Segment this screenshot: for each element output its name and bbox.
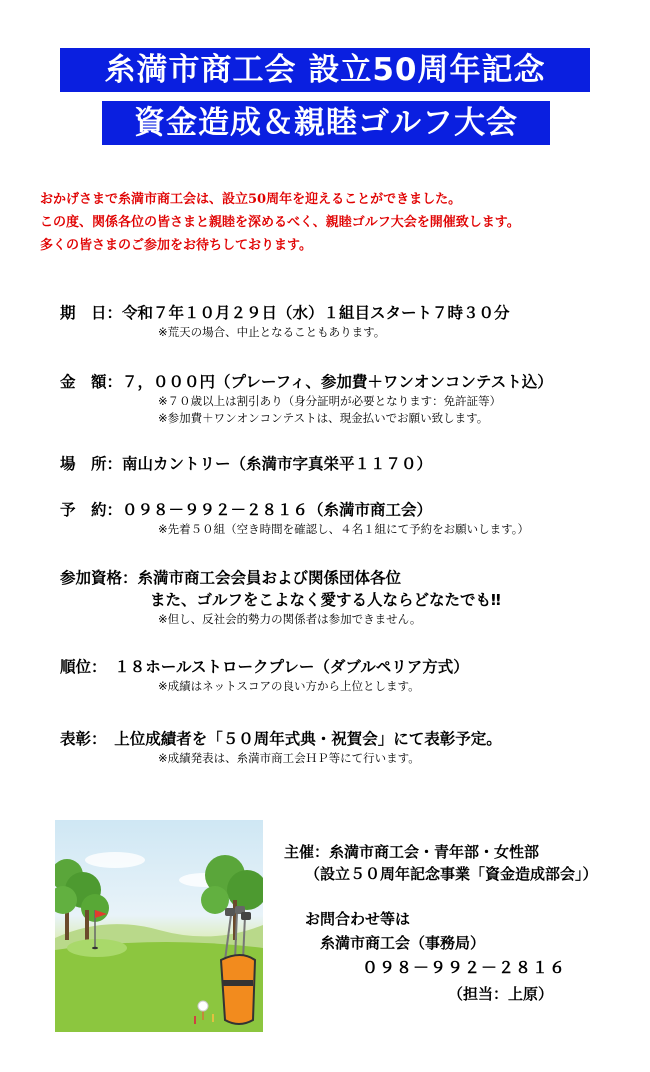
- detail-eligibility: [60, 567, 501, 628]
- golf-course-illustration: [55, 820, 263, 1032]
- golf-illustration-svg: [55, 820, 263, 1032]
- fee-note-2: ※参加費＋ワンオンコンテストは、現金払いでお願い致します。: [158, 411, 489, 425]
- intro-line: 多くの皆さまのご参加をお待ちしております。: [40, 238, 312, 253]
- ranking-line: 順位： １８ホールストロークプレー（ダブルペリア方式）: [60, 658, 469, 676]
- eligibility-line-1: 参加資格：糸満市商工会会員および関係団体各位: [60, 569, 402, 587]
- office-name: 糸満市商工会（事務局）: [320, 934, 486, 952]
- intro-line: おかげさまで糸満市商工会は、設立50周年を迎えることができました。: [40, 192, 462, 207]
- detail-award: [60, 728, 502, 767]
- date-note: ※荒天の場合、中止となることもあります。: [158, 325, 386, 339]
- organizer-host: 主催：糸満市商工会・青年部・女性部: [284, 843, 540, 861]
- detail-booking: [60, 499, 529, 538]
- booking-line: 予 約：０９８－９９２－２８１６（糸満市商工会）: [60, 501, 433, 519]
- organizer-project: （設立５０周年記念事業「資金造成部会」）: [305, 865, 598, 883]
- inquiry-label: お問合わせ等は: [305, 910, 411, 928]
- title-line-2: 資金造成＆親睦ゴルフ大会: [102, 101, 550, 145]
- ranking-note: ※成績はネットスコアの良い方から上位とします。: [158, 679, 420, 693]
- eligibility-line-2: また、ゴルフをこよなく愛する人ならどなたでも‼: [150, 591, 501, 609]
- detail-ranking: [60, 656, 469, 695]
- detail-date: [60, 302, 510, 341]
- fee-note-1: ※７０歳以上は割引あり（身分証明が必要となります：免許証等）: [158, 394, 502, 408]
- detail-venue: [60, 453, 432, 475]
- trees-right-icon: [201, 855, 263, 940]
- contact-person: （担当：上原）: [448, 985, 554, 1003]
- fee-line: 金 額：７，０００円（プレーフィ、参加費＋ワンオンコンテスト込）: [60, 373, 553, 391]
- detail-fee: [60, 371, 553, 427]
- booking-note: ※先着５０組（空き時間を確認し、４名１組にて予約をお願いします。）: [158, 522, 529, 536]
- award-line: 表彰： 上位成績者を「５０周年式典・祝賀会」にて表彰予定。: [60, 730, 502, 748]
- venue-line: 場 所：南山カントリー（糸満市字真栄平１１７０）: [60, 455, 433, 473]
- eligibility-note: ※但し、反社会的勢力の関係者は参加できません。: [158, 612, 422, 626]
- golf-bag-icon: [221, 906, 255, 1024]
- award-note: ※成績発表は、糸満市商工会ＨＰ等にて行います。: [158, 751, 420, 765]
- office-phone: ０９８－９９２－２８１６: [362, 958, 567, 977]
- date-line: 期 日：令和７年１０月２９日（水）１組目スタート７時３０分: [60, 304, 510, 322]
- intro-line: この度、関係各位の皆さまと親睦を深めるべく、親睦ゴルフ大会を開催致します。: [40, 215, 520, 230]
- title-line-1: 糸満市商工会 設立50周年記念: [60, 48, 590, 92]
- intro-message: [40, 188, 520, 257]
